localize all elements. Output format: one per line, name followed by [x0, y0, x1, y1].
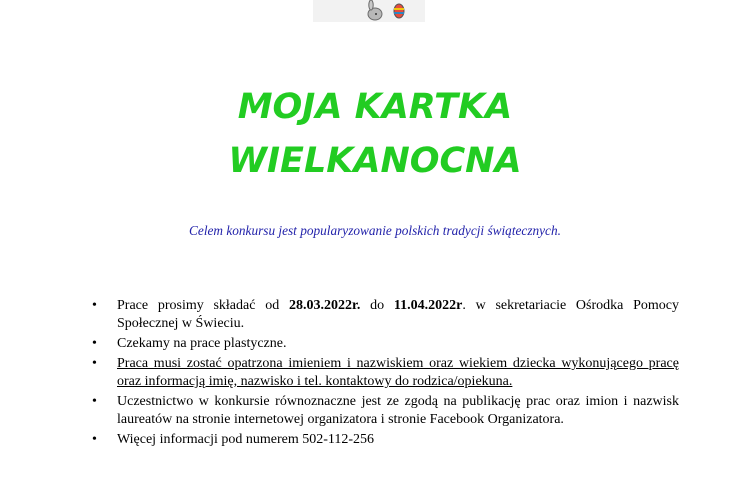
bullet: •	[92, 356, 97, 371]
rule-item-submission	[92, 297, 679, 333]
title-line-1: MOJA KARTKA	[237, 87, 513, 127]
subtitle: Celem konkursu jest popularyzowanie polskich tradycji świątecznych.	[189, 223, 561, 238]
bullet: •	[92, 336, 97, 351]
bullet: •	[92, 298, 97, 313]
rule-text: Uczestnictwo w konkursie równoznaczne jest ze zgodą na publikację prac oraz imion i nazwisk laureatów na stronie internetowej organizatora i stronie Facebook Organizatora.	[117, 394, 679, 427]
rule-item-works	[92, 335, 679, 353]
rule-text	[117, 298, 679, 331]
rule-text: Więcej informacji pod numerem 502-112-256	[117, 432, 375, 447]
date-from: 28.03.2022r.	[288, 298, 361, 313]
header-image	[313, 0, 425, 22]
bullet: •	[92, 432, 97, 447]
rule-item-contact	[92, 431, 679, 449]
rule-text-part: Prace prosimy składać od	[117, 298, 289, 313]
rule-item-consent	[92, 393, 679, 429]
title-line-2: WIELKANOCNA	[228, 141, 522, 181]
rule-item-labeling	[92, 355, 679, 391]
easter-bunny-and-egg-icon	[313, 0, 425, 22]
rules-list	[92, 297, 679, 451]
rule-text-part: . w sekretariacie Ośrodka Pomocy Społecznej w Świeciu.	[117, 298, 679, 331]
rule-text: Praca musi zostać opatrzona imieniem i nazwiskiem oraz wiekiem dziecka wykonującego pracę oraz informacją imię, nazwisko i tel. kontaktowy do rodzica/opiekuna.	[117, 356, 679, 389]
rule-text-part: do	[360, 298, 394, 313]
rule-text: Czekamy na prace plastyczne.	[117, 336, 287, 351]
date-to: 11.04.2022r	[393, 298, 463, 313]
bullet: •	[92, 394, 97, 409]
